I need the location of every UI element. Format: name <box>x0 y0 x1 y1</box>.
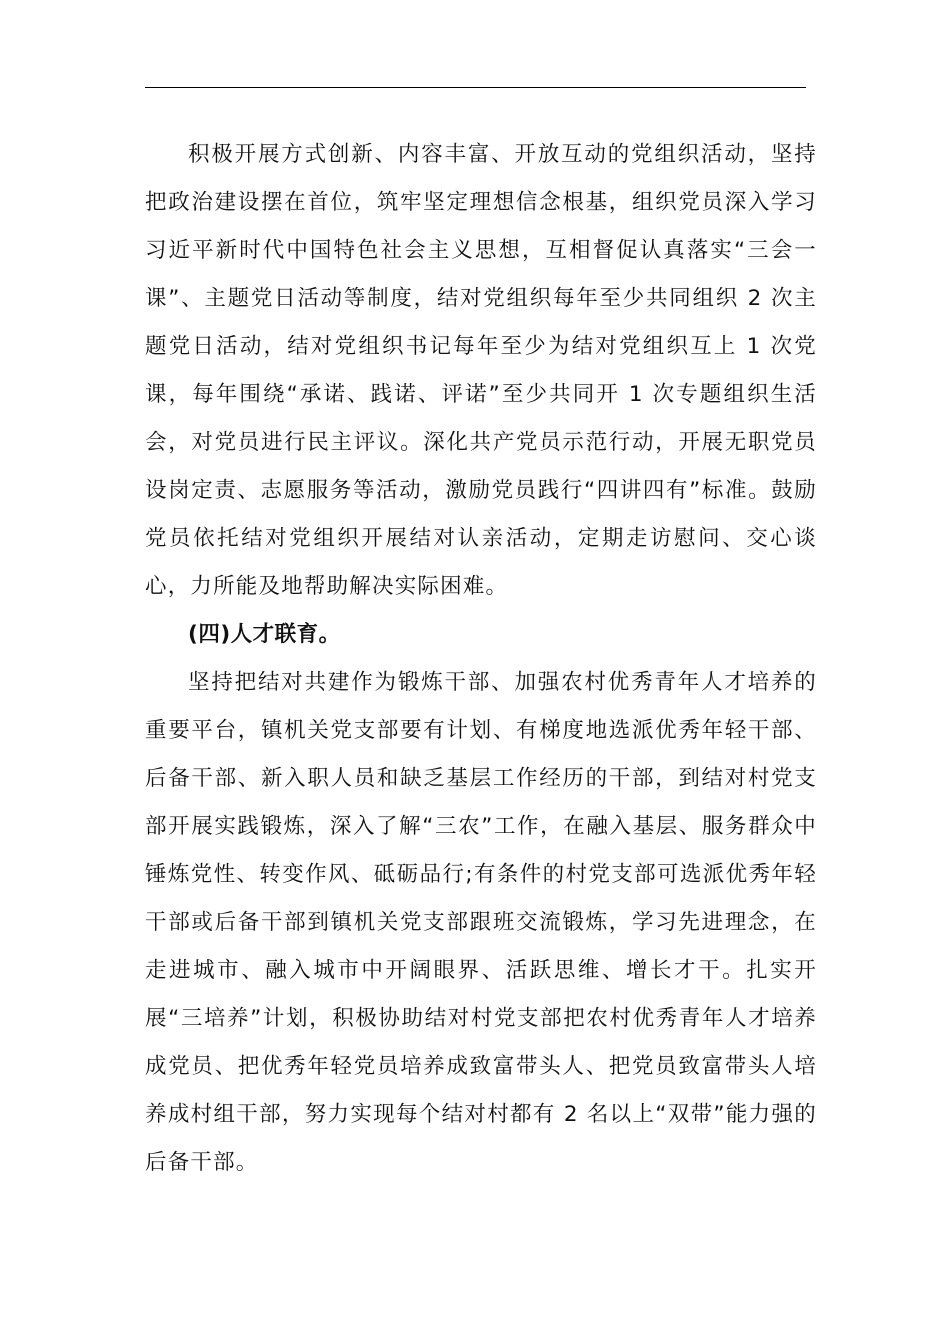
header-rule <box>145 87 806 88</box>
section-heading-talent: (四)人才联育。 <box>188 622 341 647</box>
document-body <box>145 131 817 1187</box>
paragraph-talent: 坚持把结对共建作为锻炼干部、加强农村优秀青年人才培养的重要平台，镇机关党支部要有计划、有梯度地选派优秀年轻干部、后备干部、新入职人员和缺乏基层工作经历的干部，到结对村党支部开展实践锻炼，深入了解“三农”工作，在融入基层、服务群众中锤炼党性、转变作风、砥砺品行;有条件的村党支部可选派优秀年轻干部或后备干部到镇机关党支部跟班交流锻炼，学习先进理念，在走进城市、融入城市中开阔眼界、活跃思维、增长才干。扎实开展“三培养”计划，积极协助结对村党支部把农村优秀青年人才培养成党员、把优秀年轻党员培养成致富带头人、把党员致富带头人培养成村组干部，努力实现每个结对村都有 2 名以上“双带”能力强的后备干部。 <box>145 670 817 1175</box>
paragraph-activities: 积极开展方式创新、内容丰富、开放互动的党组织活动，坚持把政治建设摆在首位，筑牢坚定理想信念根基，组织党员深入学习习近平新时代中国特色社会主义思想，互相督促认真落实“三会一课”、主题党日活动等制度，结对党组织每年至少共同组织 2 次主题党日活动，结对党组织书记每年至少为结对党组织互上 1 次党课，每年围绕“承诺、践诺、评诺”至少共同开 1 次专题组织生活会，对党员进行民主评议。深化共产党员示范行动，开展无职党员设岗定责、志愿服务等活动，激励党员践行“四讲四有”标准。鼓励党员依托结对党组织开展结对认亲活动，定期走访慰问、交心谈心，力所能及地帮助解决实际困难。 <box>145 142 817 599</box>
